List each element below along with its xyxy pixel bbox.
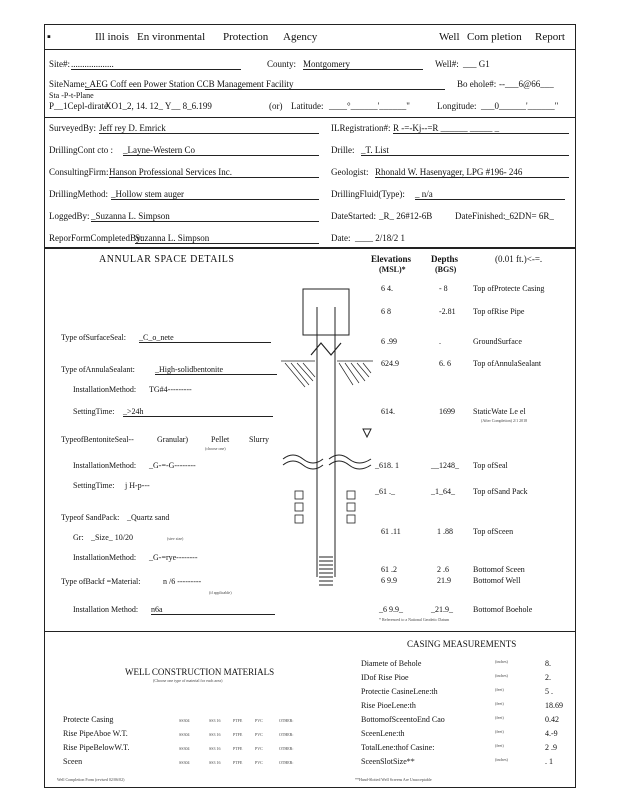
casing-value[interactable]: 2 .9 [545,743,557,752]
depth-value: 1699 [439,407,455,416]
materials-divider [45,631,575,632]
depth-value: 2 .6 [437,565,449,574]
material-label: Protecte Casing [63,715,114,724]
state-plane-label: Sta -P-t-Plane [49,91,94,100]
annular-title: ANNULAR SPACE DETAILS [99,254,235,265]
materials-subtitle: (Choose one type of material for each area) [153,678,223,683]
sand-pack-value[interactable]: _Quartz sand [127,513,170,522]
backfill-label: Type ofBackf =Material: [61,577,141,586]
top-divider [45,117,575,118]
drilling-method-value[interactable]: _Hollow stem auger [111,189,319,200]
sand-pack-label: Typeof SandPack: [61,513,120,522]
geologist-label: Geologist: [331,167,369,177]
casing-label: IDof Rise Pioe [361,673,409,682]
driller-value[interactable]: _T. List [361,145,569,156]
install-method4-label: Installation Method: [73,605,139,614]
casing-value[interactable]: 18.69 [545,701,563,710]
well-completion-form [44,24,576,788]
depth-value: -2.81 [439,307,456,316]
elev-value: _6 9.9_ [379,605,403,614]
surveyed-value[interactable]: Jeff rey D. Emrick [99,123,319,134]
casing-unit: (inches) [495,659,508,664]
casing-label: SceenLene:th [361,729,405,738]
report-word-3: Report [535,31,565,43]
date-label: Date: [331,233,351,243]
material-option[interactable]: PVC [255,760,263,765]
logged-value[interactable]: _Suzanna L. Simpson [91,211,319,222]
site-name-label: SiteName: [49,79,87,89]
casing-value[interactable]: 5 . [545,687,553,696]
consulting-value[interactable]: Hanson Professional Services Inc. [109,167,319,178]
material-option[interactable]: SS304 [179,732,190,737]
elev-label: Top ofRise Pipe [473,307,525,316]
casing-label: Diamete of Behole [361,659,422,668]
materials-title: WELL CONSTRUCTION MATERIALS [125,667,275,677]
bentonite-opt-granular[interactable]: Granular) [157,435,189,444]
install-method-value[interactable]: TG#4--------- [149,385,192,394]
material-option[interactable]: PVC [255,746,263,751]
material-option[interactable]: PTFE [233,732,243,737]
material-option[interactable]: PTFE [233,746,243,751]
casing-label: BottomofSceentoEnd Cao [361,715,445,724]
annular-sealant-label: Type ofAnnulaSealant: [61,365,135,374]
grain-value[interactable]: _Size_ 10/20 [91,533,133,542]
casing-unit: (inches) [495,673,508,678]
elev-value: 6 4. [381,284,393,293]
footer-right: **Hand-Slotted Well Screens Are Unacceptable [355,777,432,782]
casing-value[interactable]: 4.-9 [545,729,558,738]
depth-value: _1_64_ [431,487,455,496]
material-label: Rise PipeAboe W.T. [63,729,128,738]
drilling-contractor-label: DrillingCont cto : [49,145,113,155]
protective-casing-shape [303,289,349,335]
elev-value: 614. [381,407,395,416]
elevations-header: Elevations [371,254,412,264]
bentonite-opt-slurry[interactable]: Slurry [249,435,269,444]
install-method2-value[interactable]: _G-=-G-------- [149,461,196,470]
drilling-fluid-value[interactable]: _ n/a [415,189,565,200]
il-reg-label: ILRegistration#: [331,123,391,133]
date-value[interactable]: ____ 2/18/2 1 [355,233,406,243]
logged-label: LoggedBy: [49,211,90,221]
agency-word-3: Protection [223,31,269,43]
elev-label: GroundSurface [473,337,522,346]
grain-label: Gr: [73,533,84,542]
casing-value[interactable]: . 1 [545,757,553,766]
material-label: Sceen [63,757,83,766]
casing-unit: (feet) [495,687,504,692]
il-reg-value[interactable]: R -=-Kj--=R ______ _____ _ [393,123,569,134]
surface-seal-hatch [281,361,373,387]
depths-sub: (BGS) [435,265,457,274]
material-option[interactable]: OTHER: [279,760,294,765]
material-option[interactable]: SS3 16 [209,746,221,751]
setting-time-value[interactable]: _>24h [123,407,273,417]
install-method4-value[interactable]: n6a [151,605,275,615]
header-bullet: ▪ [47,31,51,43]
well-value[interactable]: ___ G1 [463,59,490,69]
material-option[interactable]: PVC [255,718,263,723]
material-label: Rise PipeBelowW.T. [63,743,130,752]
county-value[interactable]: Montgomery [303,59,423,70]
depth-value: 21.9 [437,576,451,585]
casing-value[interactable]: 8. [545,659,551,668]
bentonite-seal-label: TypeofBentoniteSeal-- [61,435,134,444]
grain-note: (siev size) [167,536,184,541]
coord-value[interactable]: XO1_2, 14. 12_ Y__ 8_6.199 [105,101,212,111]
depth-value: 6. 6 [439,359,451,368]
setting-time2-value[interactable]: j H-p--- [125,481,150,490]
elev-label: Bottomof Sceen [473,565,525,574]
drilling-fluid-label: DrillingFluid(Type): [331,189,405,199]
elev-label: Top ofSceen [473,527,514,536]
coord-label: P__1Cepl-dirate [49,101,108,111]
report-completed-label: ReporFormCompletedBy: [49,233,143,243]
annular-sealant-value[interactable]: _High-solidbentonite [155,365,277,375]
elev-label: Bottomof Well [473,576,521,585]
elev-value: 61 .2 [381,565,397,574]
install-method2-label: InstallationMethod: [73,461,137,470]
consulting-label: ConsultingFirm: [49,167,109,177]
county-label: County: [267,59,297,69]
choose-one-note: (choose one) [205,446,226,451]
setting-time2-label: SettingTime: [73,481,115,490]
static-note: (After Completion) 2/1 2018 [481,418,528,423]
elev-value: 6 8 [381,307,391,316]
surface-seal-label: Type ofSurfaceSeal: [61,333,126,342]
depth-value: . [439,337,441,346]
install-method3-label: InstallationMethod: [73,553,137,562]
backfill-value[interactable]: n /6 --------- [163,577,202,586]
date-started-value[interactable]: _R_ 26#12-6B [379,211,433,221]
material-option[interactable]: OTHER: [279,746,294,751]
elev-value: 6 9.9 [381,576,397,585]
longitude-label: Longitude: [437,101,477,111]
casing-value[interactable]: 2. [545,673,551,682]
depth-value: 1 .88 [437,527,453,536]
agency-word-4: Agency [283,31,318,43]
report-word-1: Well [439,31,460,43]
elev-value: _61 ._ [375,487,395,496]
material-option[interactable]: SS3 16 [209,718,221,723]
elev-label: Top ofProtecte Casing [473,284,545,293]
header-divider [45,49,575,50]
datum-note: * Referenced to a National Geodetic Datum [379,617,450,622]
casing-label: SceenSlotSize** [361,757,415,766]
elev-label: StaticWate Le el [473,407,526,416]
casing-label: Protectie CasineLene:th [361,687,438,696]
drilling-contractor-value[interactable]: _Layne-Western Co [123,145,319,156]
agency-word-1: Ill inois [95,31,129,43]
casing-unit: (feet) [495,701,504,706]
elev-label: Bottomof Boehole [473,605,533,614]
material-option[interactable]: SS3 16 [209,760,221,765]
elevations-sub: (MSL)* [379,265,406,274]
well-cap-shape [311,343,341,355]
material-option[interactable]: SS304 [179,760,190,765]
casing-label: TotalLene:thof Casine: [361,743,435,752]
geologist-value[interactable]: Rhonald W. Hasenyager, LPG #196- 246 [375,167,569,178]
material-option[interactable]: SS304 [179,718,190,723]
driller-label: Drille: [331,145,355,155]
well-label: Well#: [435,59,459,69]
elev-label: Top ofAnnulaSealant [473,359,542,368]
or-label: (or) [269,101,283,111]
backfill-note: (if applicable) [209,590,232,595]
depth-value: - 8 [439,284,448,293]
site-value[interactable]: ................... [71,59,241,70]
elev-value: _618. 1 [375,461,399,470]
material-option[interactable]: PTFE [233,760,243,765]
install-method3-value[interactable]: _G-=rye-------- [149,553,198,562]
date-started-label: DateStarted: [331,211,376,221]
elev-value: 624.9 [381,359,399,368]
setting-time-label: SettingTime: [73,407,115,416]
screen-slots [319,557,333,585]
sand-pack-symbols [295,491,355,523]
casing-unit: (feet) [495,743,504,748]
depth-value: _21.9_ [431,605,453,614]
casing-unit: (feet) [495,715,504,720]
material-option[interactable]: SS304 [179,746,190,751]
water-table-icon [363,429,371,437]
material-option[interactable]: OTHER: [279,732,294,737]
material-option[interactable]: SS3 16 [209,732,221,737]
bentonite-opt-pellet[interactable]: Pellet [211,435,230,444]
surface-seal-value[interactable]: _C_o_nete [139,333,271,343]
install-method-label: InstallationMethod: [73,385,137,394]
elev-value: 6 .99 [381,337,397,346]
material-option[interactable]: OTHER: [279,718,294,723]
latitude-value[interactable]: ____°______'______" [329,101,410,111]
site-label: Site#: [49,59,71,69]
date-finished-value[interactable]: _62DN= 6R_ [505,211,554,221]
surveyed-label: SurveyedBy: [49,123,96,133]
elev-label: Top ofSeal [473,461,508,470]
casing-label: Rise PioeLene:th [361,701,416,710]
agency-word-2: En vironmental [137,31,206,43]
drilling-method-label: DrillingMethod: [49,189,108,199]
report-completed-value[interactable]: Suzanna L. Simpson [135,233,319,244]
depths-header: Depths [431,254,459,264]
casing-title: CASING MEASUREMENTS [407,639,517,649]
longitude-value[interactable]: ___0______'______" [481,101,559,111]
borehole-label: Bo ehole#: [457,79,497,89]
material-option[interactable]: PTFE [233,718,243,723]
casing-unit: (inches) [495,757,508,762]
borehole-value[interactable]: --___6@66___ [499,79,554,89]
casing-value[interactable]: 0.42 [545,715,559,724]
well-diagram [281,277,377,627]
date-finished-label: DateFinished: [455,211,506,221]
footer-left: Well Completion Form (revised 02/06/02) [57,777,125,782]
annular-divider [45,247,575,249]
depth-value: __1248_ [431,461,459,470]
material-option[interactable]: PVC [255,732,263,737]
elev-label: Top ofSand Pack [473,487,528,496]
latitude-label: Latitude: [291,101,324,111]
site-name-value[interactable]: _AEG Coff een Power Station CCB Management Facility [85,79,445,90]
casing-unit: (feet) [495,729,504,734]
elev-value: 61 .11 [381,527,401,536]
precision-note: (0.01 ft.)<-=. [495,254,543,264]
report-word-2: Com pletion [467,31,522,43]
